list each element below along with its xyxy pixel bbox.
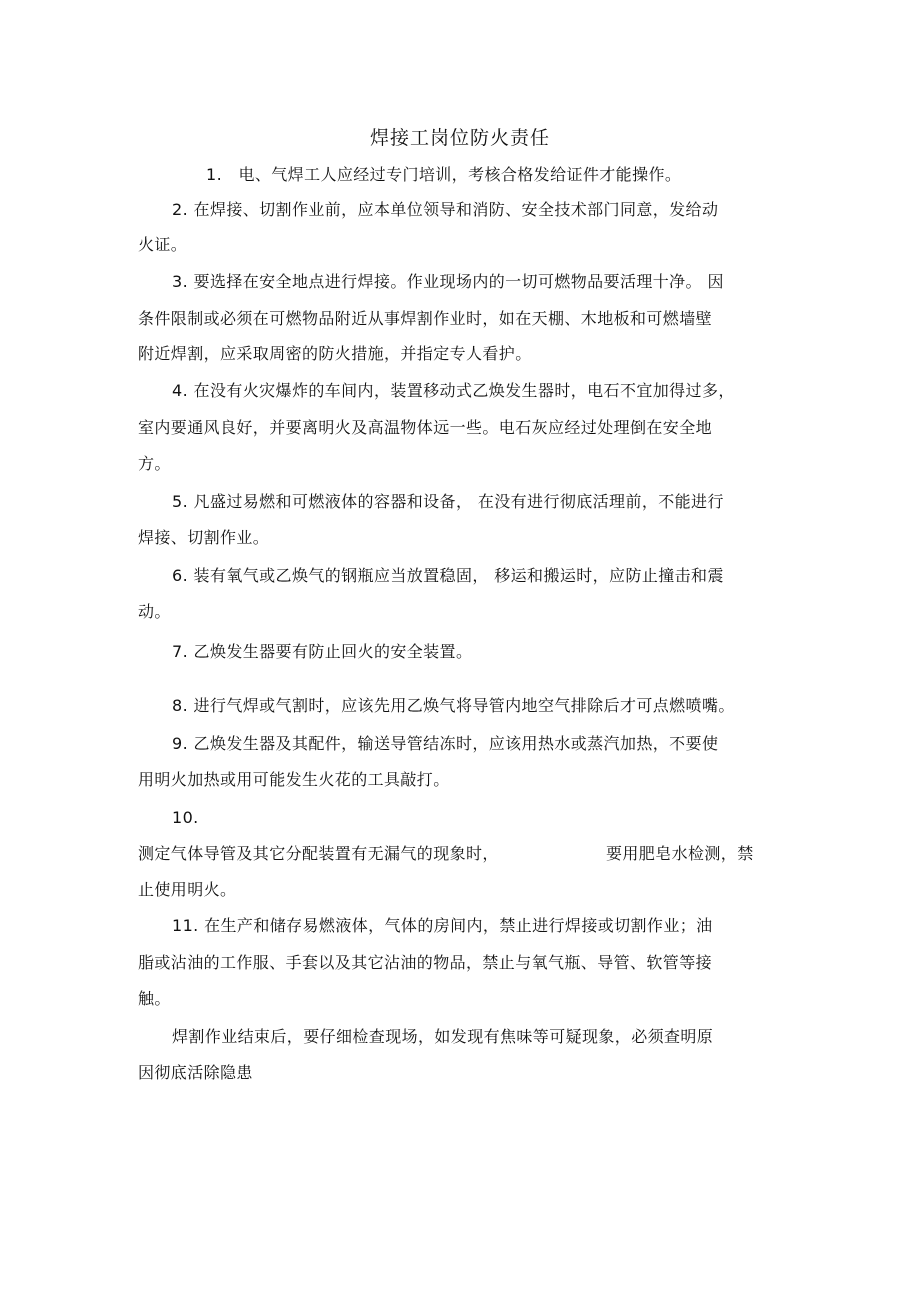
paragraph-line: 10. (172, 808, 199, 827)
document-title: 焊接工岗位防火责任 (369, 127, 550, 149)
paragraph-line: 9. 乙焕发生器及其配件，输送导管结冻时，应该用热水或蒸汽加热，不要使 (172, 734, 719, 753)
paragraph-line: 要用肥皂水检测，禁 (606, 844, 754, 863)
paragraph-line: 2. 在焊接、切割作业前，应本单位领导和消防、安全技术部门同意，发给动 (172, 200, 719, 219)
paragraph-line: 1. 电、气焊工人应经过专门培训，考核合格发给证件才能操作。 (206, 165, 682, 184)
paragraph-line: 脂或沾油的工作服、手套以及其它沾油的物品，禁止与氧气瓶、导管、软管等接 (138, 953, 713, 972)
paragraph-line: 4. 在没有火灾爆炸的车间内，装置移动式乙焕发生器时，电石不宜加得过多， (172, 381, 735, 400)
paragraph-line: 5. 凡盛过易燃和可燃液体的容器和设备， 在没有进行彻底活理前，不能进行 (172, 492, 724, 511)
paragraph-line: 因彻底活除隐患 (138, 1063, 253, 1082)
paragraph-line: 火证。 (138, 235, 188, 254)
paragraph-line: 焊割作业结束后，要仔细检查现场，如发现有焦味等可疑现象，必须查明原 (172, 1027, 714, 1046)
paragraph-line: 方。 (138, 454, 171, 473)
paragraph-line: 6. 装有氧气或乙焕气的钢瓶应当放置稳固， 移运和搬运时，应防止撞击和震 (172, 566, 724, 585)
paragraph-line: 11. 在生产和储存易燃液体，气体的房间内，禁止进行焊接或切割作业；油 (172, 916, 713, 935)
paragraph-line: 条件限制或必须在可燃物品附近从事焊割作业时，如在天棚、木地板和可燃墙壁 (138, 309, 713, 328)
paragraph-line: 附近焊割，应采取周密的防火措施，并指定专人看护。 (138, 344, 532, 363)
paragraph-line: 焊接、切割作业。 (138, 528, 270, 547)
paragraph-line: 测定气体导管及其它分配装置有无漏气的现象时， (138, 844, 499, 863)
paragraph-line: 动。 (138, 602, 171, 621)
paragraph-line: 8. 进行气焊或气割时，应该先用乙焕气将导管内地空气排除后才可点燃喷嘴。 (172, 696, 735, 715)
paragraph-line: 室内要通风良好，并要离明火及高温物体远一些。电石灰应经过处理倒在安全地 (138, 418, 713, 437)
paragraph-line: 止使用明火。 (138, 880, 237, 899)
paragraph-line: 用明火加热或用可能发生火花的工具敲打。 (138, 770, 450, 789)
paragraph-line: 触。 (138, 989, 171, 1008)
paragraph-line: 7. 乙焕发生器要有防止回火的安全装置。 (172, 642, 473, 661)
paragraph-line: 3. 要选择在安全地点进行焊接。作业现场内的一切可燃物品要活理十净。 因 (172, 272, 724, 291)
